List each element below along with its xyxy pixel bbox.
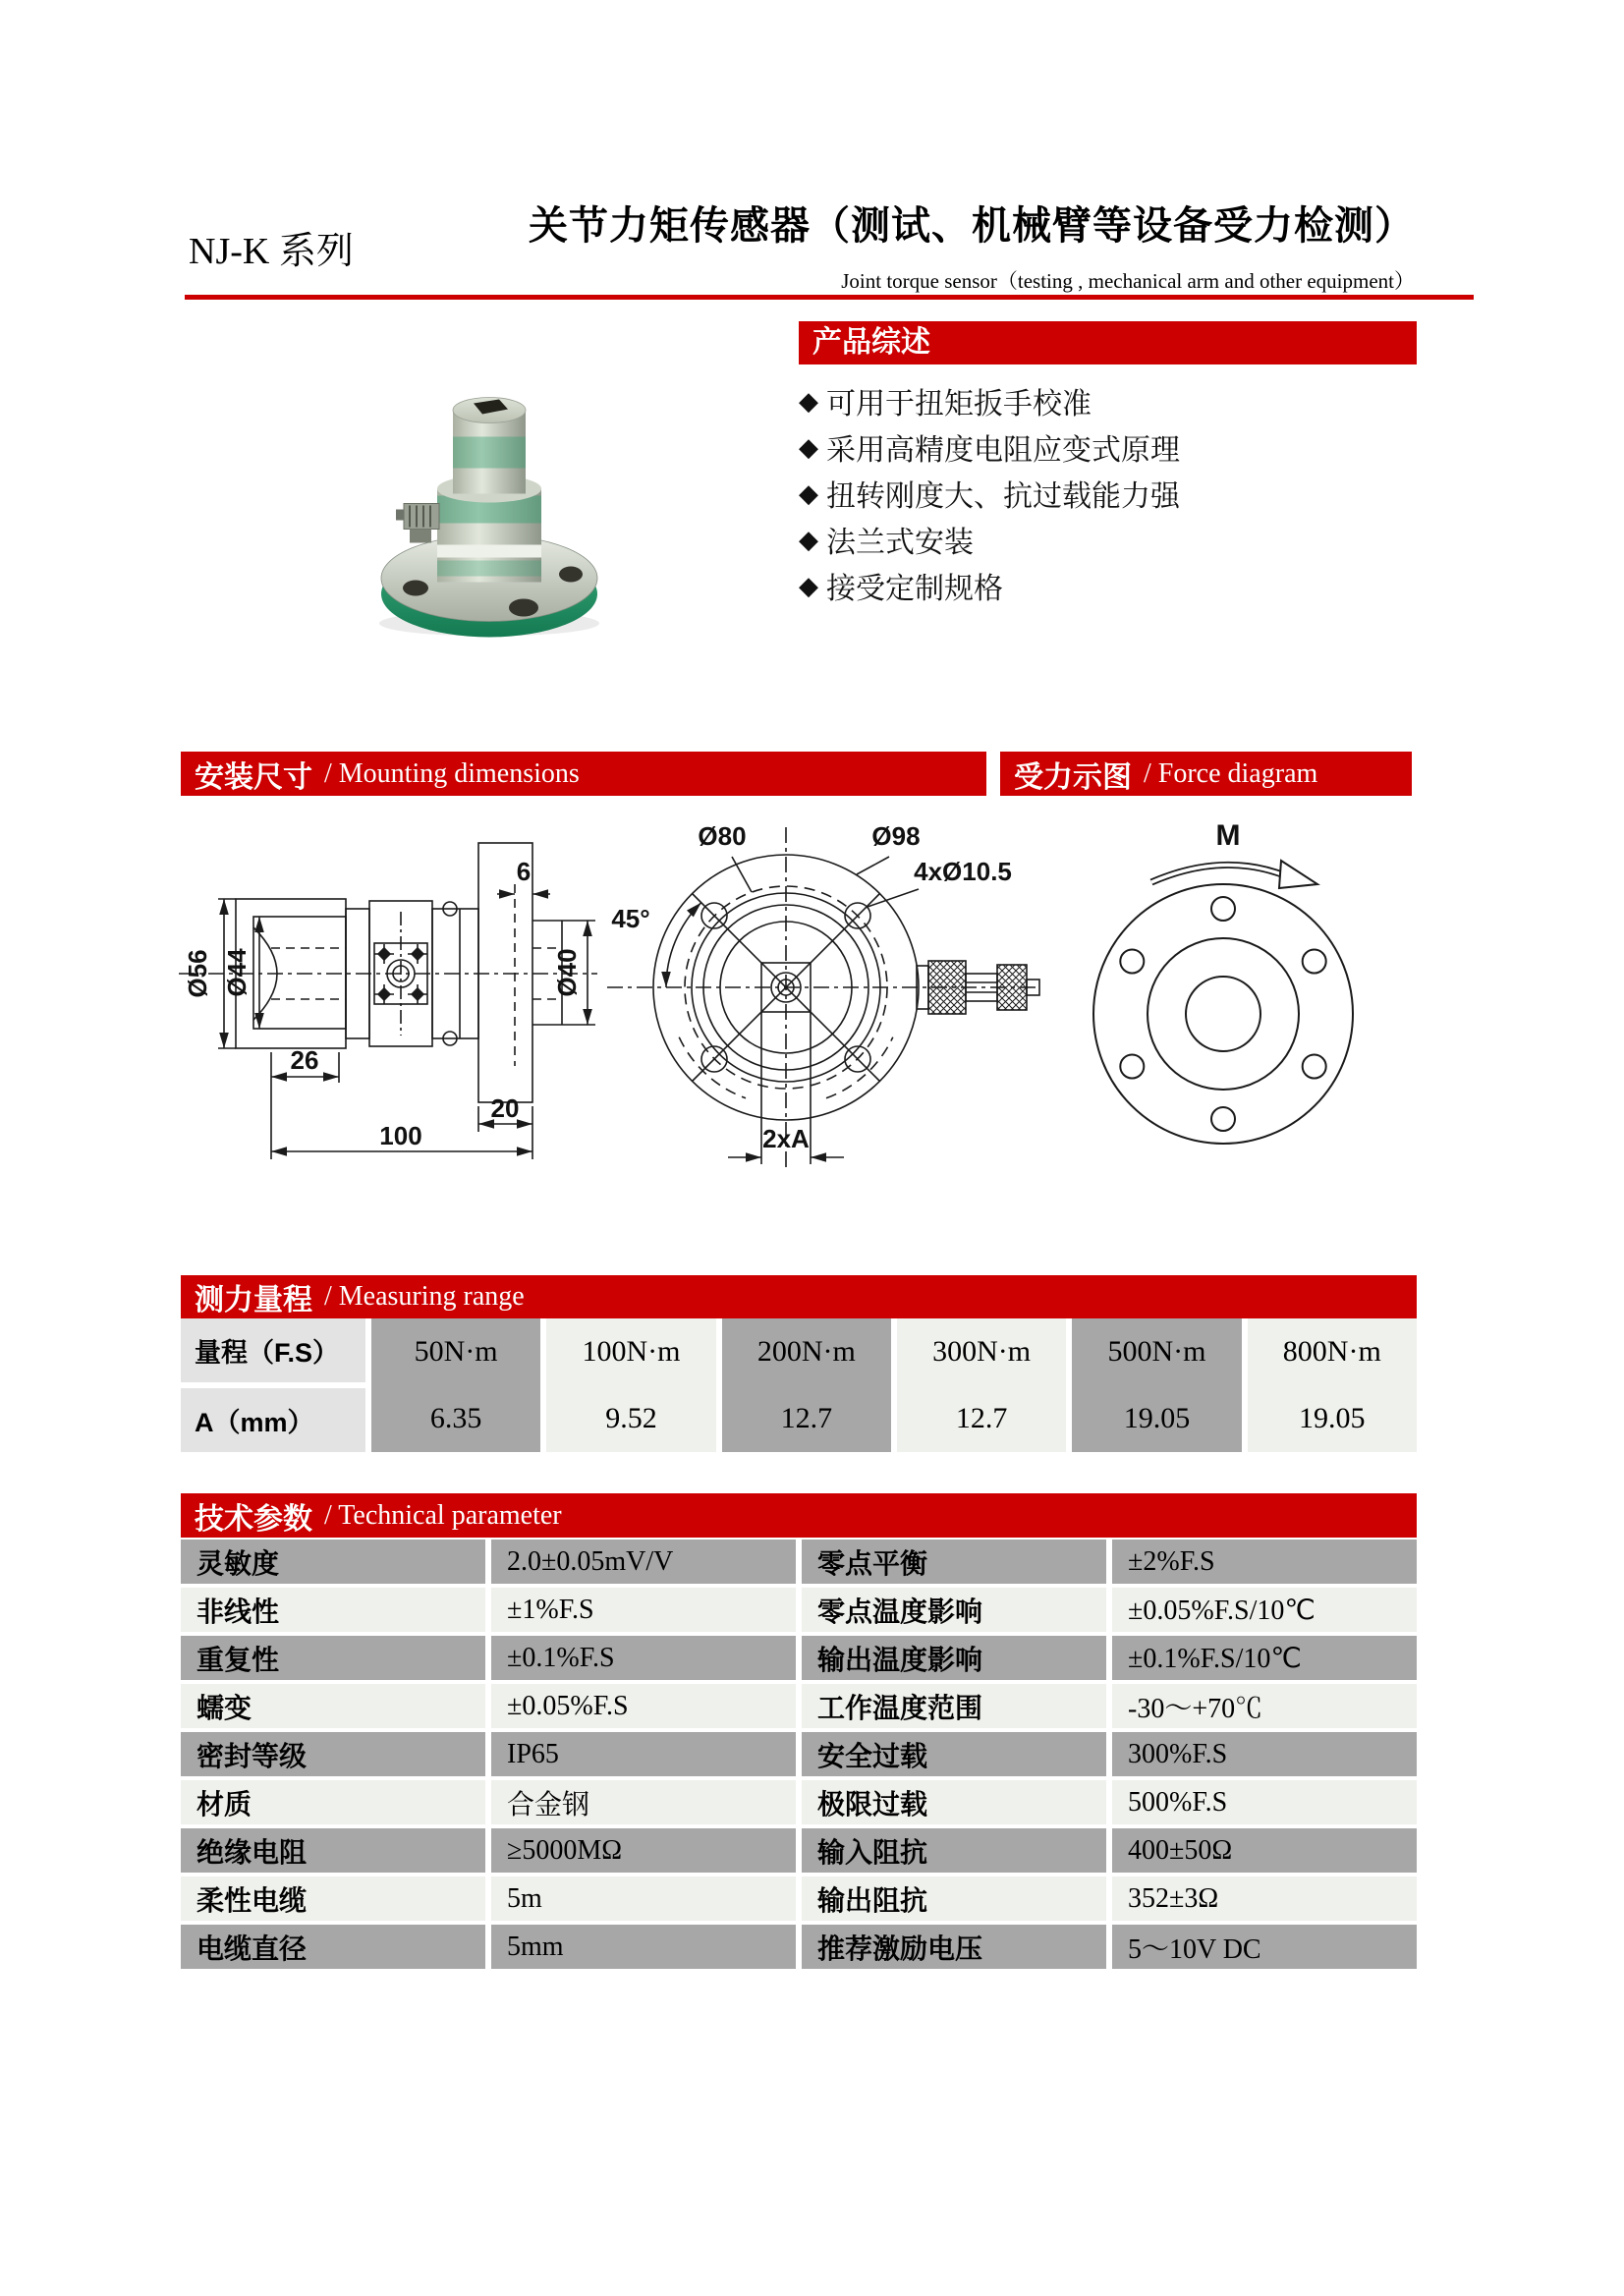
range-capacity-value: 800N·m xyxy=(1282,1335,1381,1368)
range-capacity-value: 50N·m xyxy=(414,1335,498,1368)
dim-label-6: 6 xyxy=(516,857,532,886)
tech-param-label: 密封等级 xyxy=(181,1732,485,1776)
range-label-column xyxy=(181,1318,365,1452)
dim-label-2xA: 2xA xyxy=(762,1124,810,1153)
technical-parameter-table xyxy=(181,1540,1417,1969)
dim-label-45deg: 45° xyxy=(611,904,650,933)
range-a-value: 12.7 xyxy=(780,1402,833,1434)
section-bar-measuring-range xyxy=(181,1275,1417,1318)
section-bar-force-diagram xyxy=(1000,752,1412,796)
overview-bullet-list xyxy=(799,377,1417,608)
tech-param-value: ±1%F.S xyxy=(491,1588,796,1632)
range-column xyxy=(371,1318,540,1452)
connector-detail xyxy=(917,961,1039,1014)
tech-param-value: 400±50Ω xyxy=(1112,1828,1417,1873)
dim-label-26: 26 xyxy=(290,1045,319,1075)
tech-row xyxy=(181,1684,1417,1728)
overview-bullet-text: 法兰式安装 xyxy=(826,526,974,559)
range-column xyxy=(1248,1318,1417,1452)
overview-bullet xyxy=(799,516,1417,562)
section-title-en: / Mounting dimensions xyxy=(324,757,580,789)
range-a-value: 19.05 xyxy=(1299,1402,1366,1434)
tech-param-label: 输出温度影响 xyxy=(802,1636,1106,1680)
tech-param-value: 2.0±0.05mV/V xyxy=(491,1540,796,1584)
section-title-en: / Force diagram xyxy=(1144,757,1318,789)
tech-param-value: ±2%F.S xyxy=(1112,1540,1417,1584)
tech-row xyxy=(181,1588,1417,1632)
range-capacity-value: 100N·m xyxy=(582,1335,681,1368)
section-title-zh: 安装尺寸 xyxy=(195,760,312,794)
tech-param-label: 零点平衡 xyxy=(802,1540,1106,1584)
range-column xyxy=(722,1318,891,1452)
tech-param-label: 输入阻抗 xyxy=(802,1828,1106,1873)
tech-param-value: ≥5000MΩ xyxy=(491,1828,796,1873)
range-row2-label: A（mm） xyxy=(181,1388,365,1452)
overview-bullet-text: 可用于扭矩扳手校准 xyxy=(826,387,1092,420)
tech-param-value: 合金钢 xyxy=(491,1780,796,1824)
range-a-value: 12.7 xyxy=(955,1402,1008,1434)
range-capacity-value: 500N·m xyxy=(1107,1335,1206,1368)
tech-param-label: 推荐激励电压 xyxy=(802,1925,1106,1969)
tech-param-value: 352±3Ω xyxy=(1112,1876,1417,1921)
range-capacity-value: 200N·m xyxy=(756,1335,856,1368)
range-column xyxy=(546,1318,715,1452)
tech-param-label: 安全过载 xyxy=(802,1732,1106,1776)
dim-label-bolt-holes: 4xØ10.5 xyxy=(914,857,1012,886)
header-rule xyxy=(185,295,1474,300)
product-photo xyxy=(376,364,602,644)
tech-param-label: 灵敏度 xyxy=(181,1540,485,1584)
diamond-bullet-icon: ◆ xyxy=(799,524,818,554)
measuring-range-table xyxy=(181,1318,1417,1452)
tech-row xyxy=(181,1540,1417,1584)
tech-row xyxy=(181,1925,1417,1969)
tech-param-value: ±0.1%F.S/10℃ xyxy=(1112,1636,1417,1680)
side-view-drawing xyxy=(138,825,609,1218)
tech-row xyxy=(181,1780,1417,1824)
tech-param-value: ±0.05%F.S/10℃ xyxy=(1112,1588,1417,1632)
dim-label-d56: Ø56 xyxy=(183,949,212,998)
page-subtitle-en: Joint torque sensor（testing , mechanical arm and other equipment） xyxy=(841,269,1415,293)
tech-param-label: 零点温度影响 xyxy=(802,1588,1106,1632)
diamond-bullet-icon: ◆ xyxy=(799,385,818,416)
section-bar-mounting-dimensions xyxy=(181,752,986,796)
range-capacity-value: 300N·m xyxy=(932,1335,1032,1368)
dim-label-d44: Ø44 xyxy=(222,948,252,997)
tech-row xyxy=(181,1828,1417,1873)
dim-label-d98: Ø98 xyxy=(871,821,921,851)
section-title-zh: 测力量程 xyxy=(195,1284,312,1316)
front-view-drawing xyxy=(589,806,1041,1238)
tech-param-value: 5m xyxy=(491,1876,796,1921)
overview-bullet xyxy=(799,562,1417,608)
dim-label-d40: Ø40 xyxy=(552,948,582,997)
range-a-value: 19.05 xyxy=(1123,1402,1191,1434)
dim-label-100: 100 xyxy=(379,1121,422,1150)
tech-param-label: 电缆直径 xyxy=(181,1925,485,1969)
overview-bullet xyxy=(799,423,1417,470)
range-a-value: 9.52 xyxy=(605,1402,657,1434)
section-title-zh: 受力示图 xyxy=(1014,760,1132,794)
tech-param-label: 工作温度范围 xyxy=(802,1684,1106,1728)
overview-bullet xyxy=(799,470,1417,516)
tech-row xyxy=(181,1876,1417,1921)
page-title: 关节力矩传感器（测试、机械臂等设备受力检测） xyxy=(529,204,1415,248)
overview-bullet xyxy=(799,377,1417,423)
range-column xyxy=(897,1318,1066,1452)
tech-param-label: 材质 xyxy=(181,1780,485,1824)
tech-param-label: 重复性 xyxy=(181,1636,485,1680)
section-title-zh: 技术参数 xyxy=(195,1502,312,1536)
tech-param-value: ±0.1%F.S xyxy=(491,1636,796,1680)
tech-param-value: 5mm xyxy=(491,1925,796,1969)
series-name: NJ-K 系列 xyxy=(189,231,354,272)
tech-row xyxy=(181,1636,1417,1680)
range-row1-label: 量程（F.S） xyxy=(181,1318,365,1382)
diamond-bullet-icon: ◆ xyxy=(799,477,818,508)
section-title-en: / Technical parameter xyxy=(324,1499,562,1531)
section-bar-technical-parameter xyxy=(181,1493,1417,1538)
tech-param-value: 5～10V DC xyxy=(1112,1925,1417,1969)
tech-param-label: 柔性电缆 xyxy=(181,1876,485,1921)
range-column xyxy=(1072,1318,1241,1452)
tech-param-label: 蠕变 xyxy=(181,1684,485,1728)
moment-label: M xyxy=(1215,819,1241,852)
diamond-bullet-icon: ◆ xyxy=(799,570,818,600)
overview-bullet-text: 采用高精度电阻应变式原理 xyxy=(826,433,1180,467)
overview-bullet-text: 接受定制规格 xyxy=(826,572,1003,605)
tech-param-label: 绝缘电阻 xyxy=(181,1828,485,1873)
tech-param-label: 极限过载 xyxy=(802,1780,1106,1824)
tech-param-label: 非线性 xyxy=(181,1588,485,1632)
dim-label-d80: Ø80 xyxy=(698,821,747,851)
tech-param-label: 输出阻抗 xyxy=(802,1876,1106,1921)
force-diagram-drawing xyxy=(1041,798,1454,1181)
section-title-en: / Measuring range xyxy=(324,1281,525,1312)
dim-label-20: 20 xyxy=(490,1093,520,1123)
tech-param-value: 500%F.S xyxy=(1112,1780,1417,1824)
overview-header-bar: 产品综述 xyxy=(799,321,1417,364)
overview-bullet-text: 扭转刚度大、抗过载能力强 xyxy=(826,479,1180,513)
tech-param-value: ±0.05%F.S xyxy=(491,1684,796,1728)
product-overview xyxy=(799,321,1417,608)
diamond-bullet-icon: ◆ xyxy=(799,431,818,462)
cable-connector xyxy=(396,504,439,543)
tech-param-value: 300%F.S xyxy=(1112,1732,1417,1776)
tech-param-value: -30～+70℃ xyxy=(1112,1684,1417,1728)
tech-row xyxy=(181,1732,1417,1776)
range-a-value: 6.35 xyxy=(429,1402,482,1434)
tech-param-value: IP65 xyxy=(491,1732,796,1776)
